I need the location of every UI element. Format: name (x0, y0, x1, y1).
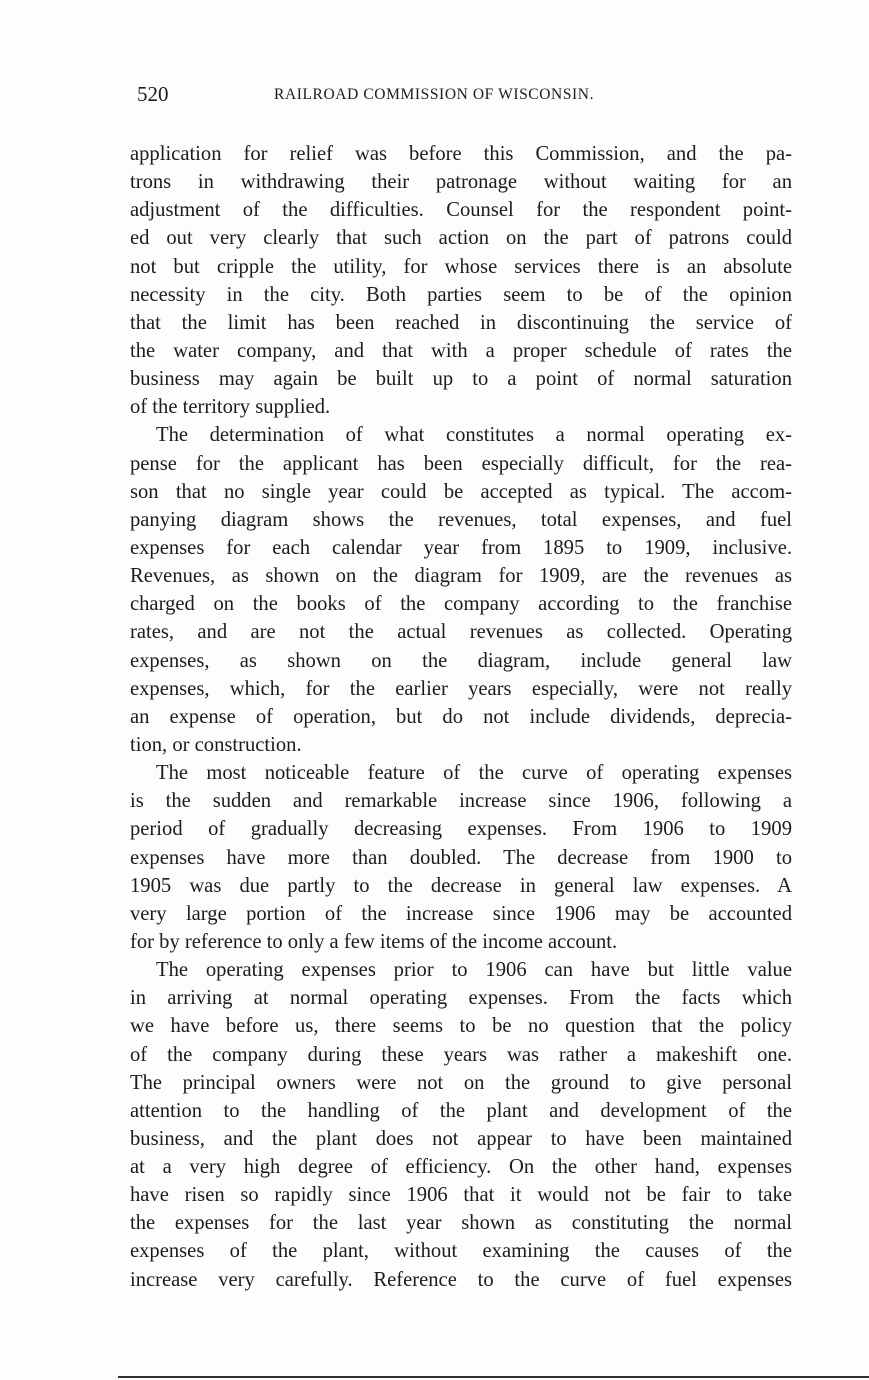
text-line: period of gradually decreasing expenses. From 1906 to 1909 (130, 818, 792, 841)
text-line: rates, and are not the actual revenues as collected. Operating (130, 621, 792, 644)
text-line: 1905 was due partly to the decrease in general law expenses. A (130, 874, 792, 897)
body-text (130, 140, 792, 1294)
text-line: expenses have more than doubled. The decrease from 1900 to (130, 846, 792, 869)
text-line: The most noticeable feature of the curve of operating expenses (156, 762, 792, 785)
text-line: the water company, and that with a proper schedule of rates the (130, 339, 792, 362)
text-line: pense for the applicant has been especially difficult, for the rea- (130, 452, 792, 475)
page-header (137, 82, 787, 108)
text-line: of the company during these years was rather a makeshift one. (130, 1043, 792, 1066)
text-line: expenses of the plant, without examining the causes of the (130, 1240, 792, 1263)
text-line: adjustment of the difficulties. Counsel for the respondent point- (130, 199, 792, 222)
text-line: in arriving at normal operating expenses. From the facts which (130, 987, 792, 1010)
text-line: charged on the books of the company according to the franchise (130, 593, 792, 616)
text-line: business may again be built up to a point of normal saturation (130, 368, 792, 391)
text-line: not but cripple the utility, for whose services there is an absolute (130, 255, 792, 278)
text-line: Revenues, as shown on the diagram for 1909, are the revenues as (130, 565, 792, 588)
text-line: tion, or construction. (130, 733, 302, 756)
text-line: expenses for each calendar year from 1895 to 1909, inclusive. (130, 536, 792, 559)
text-line: an expense of operation, but do not include dividends, deprecia- (130, 705, 792, 728)
text-line: at a very high degree of efficiency. On the other hand, expenses (130, 1156, 792, 1179)
text-line: for by reference to only a few items of the income account. (130, 930, 618, 953)
text-line: is the sudden and remarkable increase since 1906, following a (130, 790, 792, 813)
text-line: The determination of what constitutes a normal operating ex- (156, 424, 792, 447)
text-line: we have before us, there seems to be no question that the policy (130, 1015, 792, 1038)
text-line: trons in withdrawing their patronage without waiting for an (130, 171, 792, 194)
text-line: panying diagram shows the revenues, total expenses, and fuel (130, 508, 792, 531)
text-line: that the limit has been reached in discontinuing the service of (130, 311, 792, 334)
paragraph (130, 140, 792, 421)
text-line: son that no single year could be accepted as typical. The accom- (130, 480, 792, 503)
page-number: 520 (137, 82, 169, 106)
paragraph (130, 956, 792, 1294)
text-line: have risen so rapidly since 1906 that it would not be fair to take (130, 1184, 792, 1207)
text-line: expenses, which, for the earlier years especially, were not really (130, 677, 792, 700)
text-line: attention to the handling of the plant and development of the (130, 1099, 792, 1122)
paragraph (130, 759, 792, 956)
text-line: necessity in the city. Both parties seem to be of the opinion (130, 283, 792, 306)
text-line: ed out very clearly that such action on the part of patrons could (130, 227, 792, 250)
text-line: The principal owners were not on the ground to give personal (130, 1071, 792, 1094)
bottom-rule (118, 1376, 869, 1378)
text-line: business, and the plant does not appear to have been maintained (130, 1127, 792, 1150)
text-line: The operating expenses prior to 1906 can have but little value (156, 959, 792, 982)
text-line: of the territory supplied. (130, 396, 331, 419)
text-line: expenses, as shown on the diagram, include general law (130, 649, 792, 672)
text-line: application for relief was before this Commission, and the pa- (130, 143, 792, 165)
paragraph (130, 421, 792, 759)
running-head: RAILROAD COMMISSION OF WISCONSIN. (274, 86, 595, 103)
text-line: very large portion of the increase since 1906 may be accounted (130, 902, 792, 925)
text-line: the expenses for the last year shown as constituting the normal (130, 1212, 792, 1235)
text-line: increase very carefully. Reference to the curve of fuel expenses (130, 1268, 792, 1291)
